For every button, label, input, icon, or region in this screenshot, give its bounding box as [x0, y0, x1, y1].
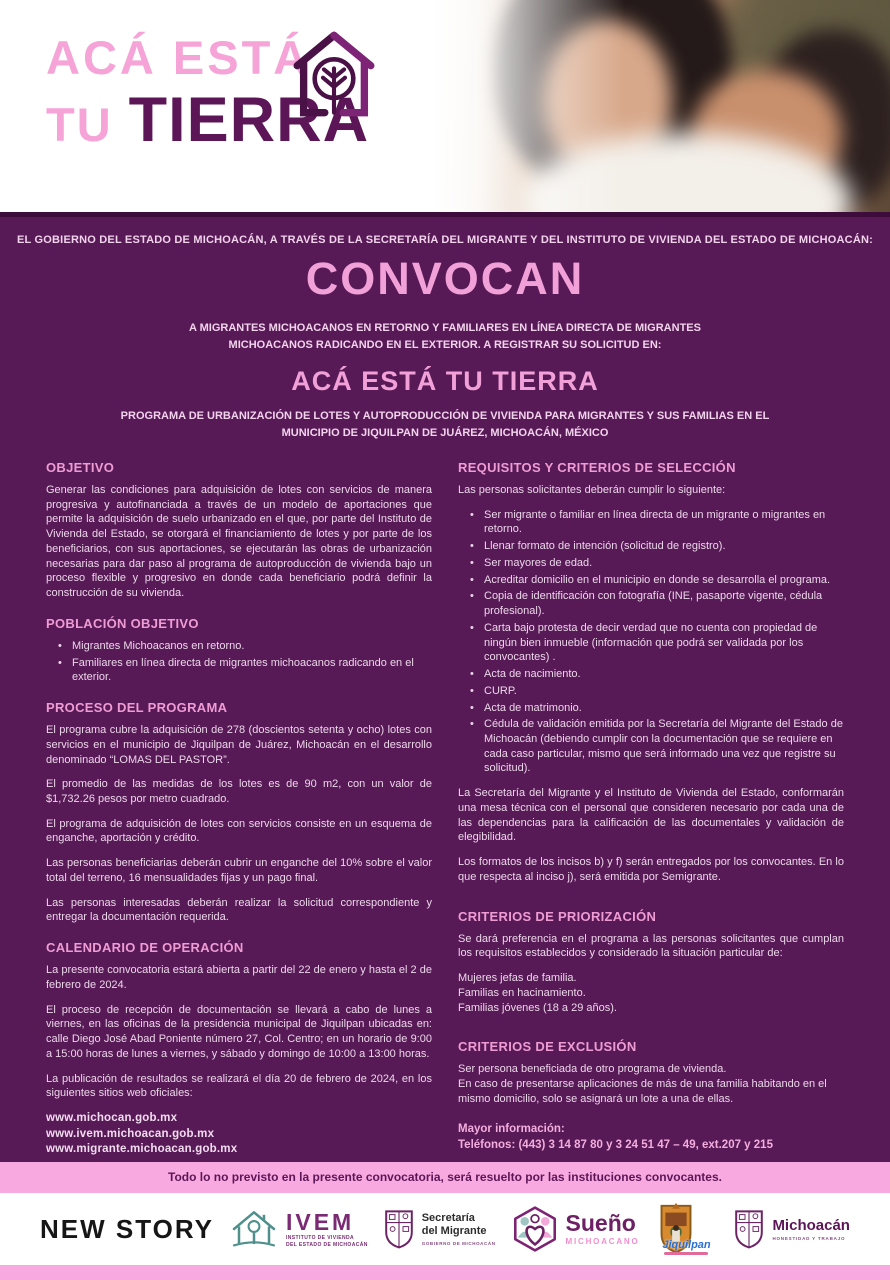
header — [0, 0, 890, 212]
content-columns — [0, 445, 890, 1162]
text-line: En caso de presentarse aplicaciones de más de una familia habitando en el mismo domicilio, solo se asignará un lote a una de ellas. — [458, 1078, 827, 1105]
logo-text-tu: TU — [46, 98, 113, 151]
sueno-heart-hexagon-icon — [511, 1205, 559, 1253]
bullet-item: • Ser mayores de edad. — [470, 556, 844, 571]
convocan-title: CONVOCAN — [305, 253, 585, 304]
sueno-subtitle: MICHOACANO — [565, 1237, 640, 1246]
text-line: Familias en hacinamiento. — [458, 986, 586, 999]
paragraph: El programa cubre la adquisición de 278 (doscientos setenta y ocho) lotes con servicios en el municipio de Jiquilpan de Juárez, Michoacán en el desarrollo denominado “LOMAS DEL PASTOR”. — [46, 724, 432, 766]
section-heading: CALENDARIO DE OPERACIÓN — [46, 940, 244, 956]
contact-line: Mayor información: — [458, 1122, 565, 1135]
left-column — [46, 445, 432, 1162]
bullet-item: • CURP. — [470, 684, 844, 699]
jiquilpan-logo — [654, 1201, 718, 1257]
bullet-item: • Familiares en línea directa de migrantes michoacanos radicando en el exterior. — [58, 656, 432, 685]
ivem-subtitle-2: DEL ESTADO DE MICHOACÁN — [285, 1241, 368, 1248]
secretaria-wordmark-line2: del Migrante — [421, 1225, 487, 1237]
bullet-item: • Ser migrante o familiar en línea directa de un migrante o migrantes en retorno. — [470, 508, 844, 537]
ivem-wordmark: IVEM — [285, 1208, 355, 1235]
text-line: Ser persona beneficiada de otro programa de vivienda. — [458, 1063, 727, 1076]
ivem-logo — [229, 1207, 368, 1251]
mother-and-child-photo — [432, 0, 890, 212]
michoacan-shield-icon — [733, 1208, 765, 1250]
text-lines — [458, 971, 844, 1015]
michoacan-wordmark: Michoacán — [772, 1216, 850, 1234]
text-lines — [458, 1062, 844, 1106]
bullet-item: • Carta bajo protesta de decir verdad que no cuenta con propiedad de ningún bien inmueble (información que podrá ser validada por los convocantes) . — [470, 621, 844, 665]
paragraph: El programa de adquisición de lotes con servicios consiste en un esquema de enganche, aportación y crédito. — [46, 817, 432, 845]
paragraph: Los formatos de los incisos b) y f) serán entregados por los convocantes. En lo que respecta al inciso j), será emitida por Semigrante. — [458, 856, 844, 883]
bullet-list — [46, 639, 432, 685]
michoacan-subtitle: HONESTIDAD Y TRABAJO — [772, 1235, 846, 1241]
logo-text-tierra: TIERRA — [128, 85, 370, 155]
secretaria-migrante-logo — [383, 1208, 496, 1250]
new-story-wordmark: NEW STORY — [40, 1213, 215, 1244]
michoacan-logo — [733, 1208, 850, 1250]
banner-intro: EL GOBIERNO DEL ESTADO DE MICHOACÁN, A TRAVÉS DE LA SECRETARÍA DEL MIGRANTE Y DEL INSTITUTO DE VIVIENDA DEL ESTADO DE MICHOACÁN: — [17, 234, 873, 246]
paragraph: Generar las condiciones para adquisición de lotes con servicios de manera progresiva y autofinanciada a través de un modelo de aportaciones que permite la adquisición de suelo urbanizado en el que, por parte del Instituto de Vivienda del Estado, se otorgará el financiamiento de lotes y por parte de los beneficiarios, con sus aportaciones, se ejecutarán las obras de urbanización necesarias para dar paso al programa de autoproducción de vivienda bajo un proceso flexible y progresivo en donde cada beneficiario podrá definir la construcción de su vivienda. — [46, 484, 432, 600]
ivem-subtitle-1: INSTITUTO DE VIVIENDA — [285, 1234, 355, 1241]
program-desc-line2: MUNICIPIO DE JIQUILPAN DE JUÁREZ, MICHOACÁN, MÉXICO — [281, 426, 609, 439]
paragraph: La publicación de resultados se realizará el día 20 de febrero de 2024, en los siguientes sitios web oficiales: — [46, 1072, 432, 1100]
footer-logos — [0, 1193, 890, 1265]
contact-line: Teléfonos: (443) 3 14 87 80 y 3 24 51 47 – 49, ext.207 y 215 — [458, 1138, 773, 1151]
bullet-list — [458, 508, 844, 776]
paragraph: El promedio de las medidas de los lotes es de 90 m2, con un valor de $1,732.26 pesos por metro cuadrado. — [46, 778, 432, 806]
website-list — [46, 1111, 432, 1158]
paragraph: Se dará preferencia en el programa a las personas solicitantes que cumplan los requisitos establecidos y considerado la situación particular de: — [458, 932, 844, 960]
website-url: www.migrante.michoacan.gob.mx — [46, 1143, 238, 1156]
section-heading: REQUISITOS Y CRITERIOS DE SELECCIÓN — [458, 460, 736, 475]
contact-info — [458, 1121, 844, 1153]
new-story-logo — [40, 1214, 214, 1245]
secretaria-subtitle: GOBIERNO DE MICHOACÁN — [421, 1240, 496, 1246]
secretaria-wordmark-line1: Secretaría — [421, 1212, 475, 1225]
house-with-tree-icon — [288, 28, 380, 120]
bullet-item: • Migrantes Michoacanos en retorno. — [58, 639, 432, 654]
section-heading: OBJETIVO — [46, 460, 115, 475]
program-name: ACÁ ESTÁ TU TIERRA — [291, 366, 599, 396]
text-line: Familias jóvenes (18 a 29 años). — [458, 1001, 617, 1014]
bullet-item: • Acta de matrimonio. — [470, 701, 844, 716]
bottom-pink-strip — [0, 1265, 890, 1280]
right-column — [458, 445, 844, 1162]
bullet-item: • Copia de identificación con fotografía (INE, pasaporte vigente, cédula profesional). — [470, 589, 844, 618]
secretaria-shield-icon — [383, 1208, 415, 1250]
section-heading: PROCESO DEL PROGRAMA — [46, 700, 228, 716]
ivem-house-icon — [229, 1207, 279, 1251]
bullet-item: • Acta de nacimiento. — [470, 667, 844, 682]
paragraph: La Secretaría del Migrante y el Instituto de Vivienda del Estado, conformarán una mesa técnica con el personal que consideren necesario por cada una de las dependencias para la calificación de las documentales y validación de elegibilidad. — [458, 787, 844, 844]
footer-note-bar: Todo lo no previsto en la presente convocatoria, será resuelto por las instituciones convocantes. — [0, 1162, 890, 1193]
paragraph: Las personas beneficiarias deberán cubrir un enganche del 10% sobre el valor total del terreno, 16 mensualidades fijas y un pago final. — [46, 857, 432, 884]
paragraph: El proceso de recepción de documentación se llevará a cabo de lunes a viernes, en las oficinas de la presidencia municipal de Jiquilpan ubicadas en: calle Diego José Abad Poniente número 27, Col. Centro; en un horario de 9:00 a 15:00 horas de lunes a viernes, y sábado y domingo de 10:00 a 13:00 horas. — [46, 1003, 432, 1060]
jiquilpan-subtitle-bar — [664, 1252, 708, 1255]
program-desc-line1: PROGRAMA DE URBANIZACIÓN DE LOTES Y AUTOPRODUCCIÓN DE VIVIENDA PARA MIGRANTES Y SUS FAMILIAS EN EL — [120, 410, 770, 422]
website-url: www.michocan.gob.mx — [46, 1112, 178, 1125]
section-heading: POBLACIÓN OBJETIVO — [46, 615, 199, 631]
website-url: www.ivem.michoacan.gob.mx — [46, 1127, 215, 1140]
section-heading: CRITERIOS DE PRIORIZACIÓN — [458, 908, 657, 924]
text-line: Mujeres jefas de familia. — [458, 972, 577, 985]
logo-text-aca-esta: ACÁ ESTÁ — [46, 31, 311, 84]
banner — [0, 212, 890, 445]
jiquilpan-wordmark: Jiquilpan — [662, 1239, 711, 1251]
audience-line2: MICHOACANOS RADICANDO EN EL EXTERIOR. A REGISTRAR SU SOLICITUD EN: — [228, 338, 662, 351]
sueno-michoacano-logo — [511, 1205, 640, 1253]
bullet-item: • Cédula de validación emitida por la Secretaría del Migrante del Estado de Michoacán (debiendo cumplir con la documentación que se requiere en cada caso particular, mismo que será informado una vez que registre su solicitud). — [470, 717, 844, 776]
bullet-item: • Acreditar domicilio en el municipio en donde se desarrolla el programa. — [470, 573, 844, 588]
audience-line1: A MIGRANTES MICHOACANOS EN RETORNO Y FAMILIARES EN LÍNEA DIRECTA DE MIGRANTES — [189, 322, 701, 334]
paragraph: Las personas interesadas deberán realizar la solicitud correspondiente y entregar la documentación requerida. — [46, 896, 432, 924]
paragraph: La presente convocatoria estará abierta a partir del 22 de enero y hasta el 2 de febrero de 2024. — [46, 964, 432, 991]
sueno-wordmark: Sueño — [565, 1210, 636, 1236]
bullet-item: • Llenar formato de intención (solicitud de registro). — [470, 539, 844, 554]
paragraph: Las personas solicitantes deberán cumplir lo siguiente: — [458, 484, 726, 496]
section-heading: CRITERIOS DE EXCLUSIÓN — [458, 1039, 637, 1055]
